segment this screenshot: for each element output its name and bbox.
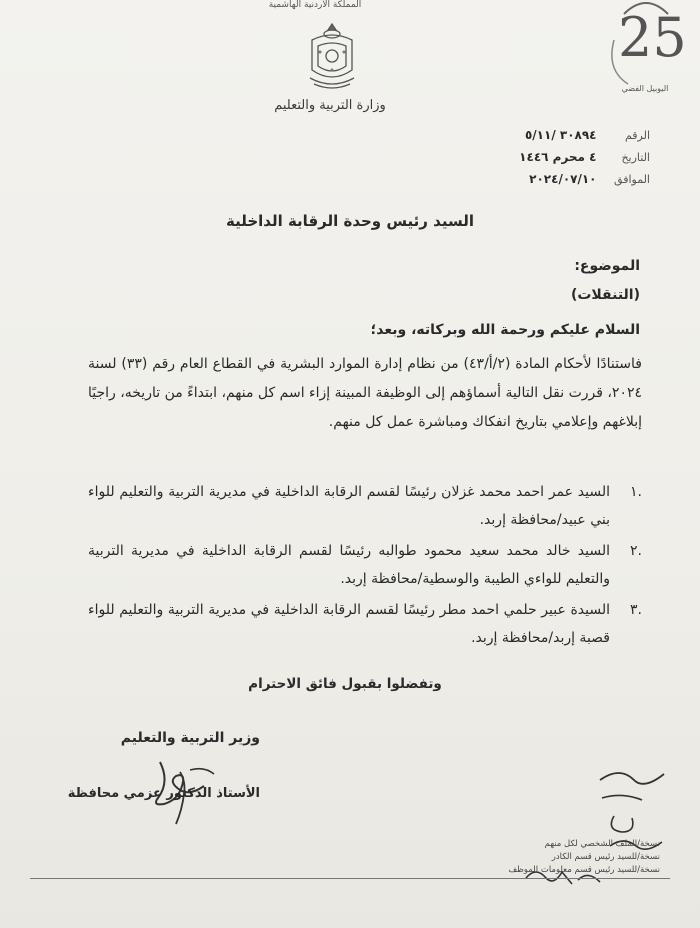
list-item xyxy=(88,537,642,593)
closing-line: وتفضلوا بقبول فائق الاحترام xyxy=(248,676,442,692)
footer-divider xyxy=(30,878,670,879)
recipient-heading: السيد رئيس وحدة الرقابة الداخلية xyxy=(226,212,474,230)
list-item-number: .٢ xyxy=(630,543,642,559)
meta-number-row xyxy=(480,128,650,142)
cc-line: نسخة/الملف الشخصي لكل منهم xyxy=(544,839,660,849)
date-label: التاريخ xyxy=(621,151,650,164)
subject-label: الموضوع: xyxy=(574,258,640,274)
list-item-text: السيد خالد محمد سعيد محمود طوالبه رئيسًا لقسم الرقابة الداخلية في مديرية التربية والتعليم للواءي الطيبة والوسطية/محافظة إربد. xyxy=(88,543,610,587)
meta-equiv-row xyxy=(480,172,650,186)
list-item-text: السيدة عبير حلمي احمد مطر رئيسًا لقسم الرقابة الداخلية في مديرية التربية والتعليم للواء قصبة إربد/محافظة إربد. xyxy=(88,602,610,646)
subject-value: (التنقلات) xyxy=(570,287,640,303)
list-item-number: .١ xyxy=(630,484,642,500)
list-item xyxy=(88,478,642,534)
list-item-number: .٣ xyxy=(630,602,642,618)
minister-title: وزير التربية والتعليم xyxy=(120,730,260,746)
anniversary-number: 25 xyxy=(618,6,687,69)
meta-date-row xyxy=(480,150,650,164)
cc-line: نسخة/للسيد رئيس قسم معلومات الموظف xyxy=(508,865,660,875)
number-value: ٣٠٨٩٤ /٥/١١ xyxy=(524,128,597,142)
number-label: الرقم xyxy=(624,129,650,142)
coat-of-arms-icon xyxy=(300,18,364,98)
date-value: ٤ محرم ١٤٤٦ xyxy=(519,150,597,164)
anniversary-caption: اليوبيل الفضي xyxy=(621,84,669,93)
letter-body: فاستنادًا لأحكام المادة (٢/أ/٤٣) من نظام إدارة الموارد البشرية في القطاع العام رقم (٣٣) لسنة ٢٠٢٤، قررت نقل التالية أسماؤهم إلى الوظيفة المبينة إزاء اسم كل منهم، ابتداءً من تاريخه، راجيًا إبلاغهم وإعلامي بتاريخ انفكاك ومباشرة عمل كل منهم. xyxy=(88,356,642,430)
list-item xyxy=(88,596,642,652)
greeting: السلام عليكم ورحمة الله وبركاته، وبعد؛ xyxy=(370,322,640,338)
equiv-label: الموافق xyxy=(614,173,650,186)
cc-line: نسخة/للسيد رئيس قسم الكادر xyxy=(551,852,660,862)
list-item-text: السيد عمر احمد محمد غزلان رئيسًا لقسم الرقابة الداخلية في مديرية التربية والتعليم للواء بني عبيد/محافظة إربد. xyxy=(88,484,610,528)
letterhead-top-strip: المملكة الأردنية الهاشمية xyxy=(268,0,362,10)
ministry-name: وزارة التربية والتعليم xyxy=(274,98,386,113)
equiv-value: ٢٠٢٤/٠٧/١٠ xyxy=(529,172,597,186)
minister-name: الأستاذ الدكتور عزمي محافظة xyxy=(67,786,260,801)
